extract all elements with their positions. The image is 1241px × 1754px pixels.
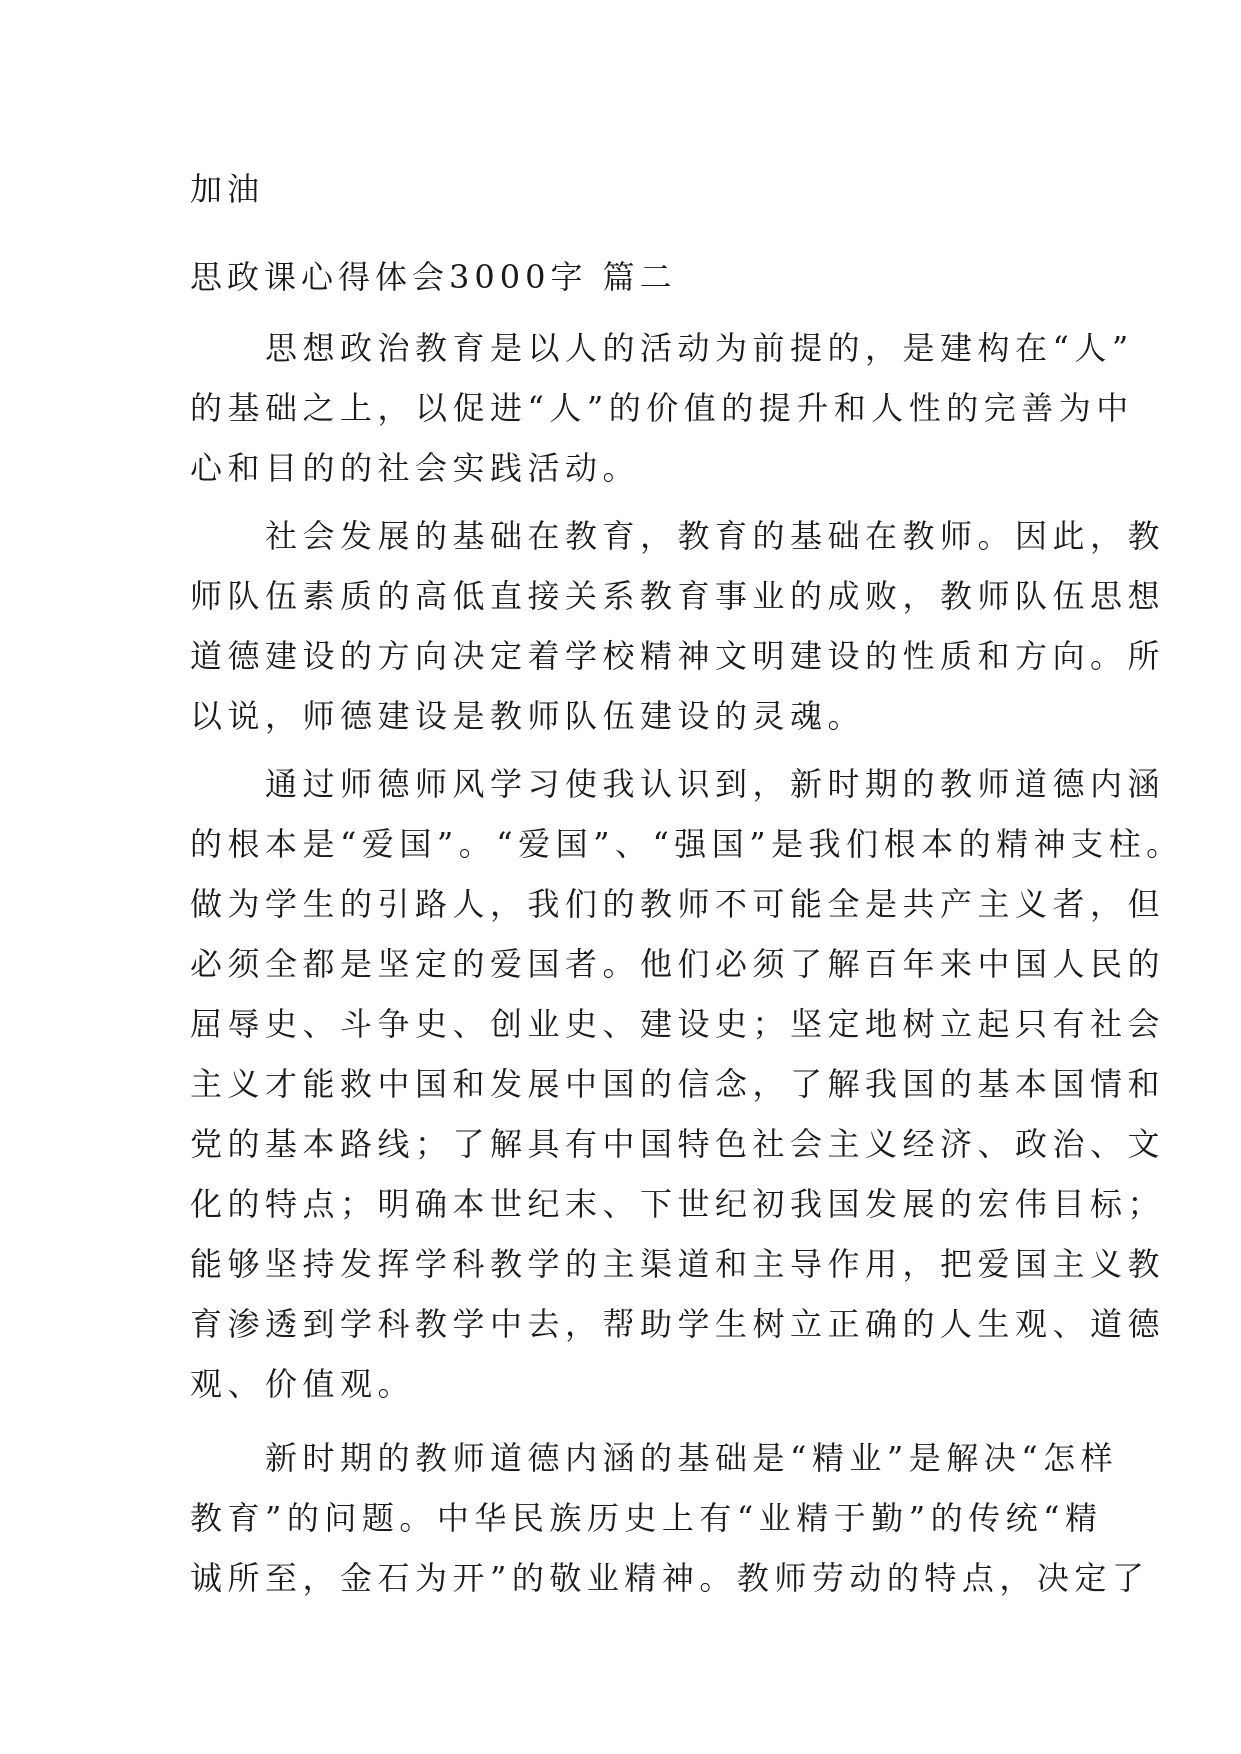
paragraph-line: 诚所至，金石为开”的敬业精神。教师劳动的特点，决定了 (190, 1559, 1150, 1597)
paragraph-line: 心和目的的社会实践活动。 (190, 449, 641, 487)
paragraph-line: 道德建设的方向决定着学校精神文明建设的性质和方向。所 (190, 637, 1166, 675)
paragraph-line: 新时期的教师道德内涵的基础是“精业”是解决“怎样 (190, 1439, 1119, 1477)
paragraph-line: 做为学生的引路人，我们的教师不可能全是共产主义者，但 (190, 885, 1166, 923)
section-heading: 思政课心得体会3000字 篇二 (190, 258, 677, 296)
paragraph-line: 的根本是“爱国”。“爱国”、“强国”是我们根本的精神支柱。 (190, 825, 1184, 863)
paragraph-line: 观、价值观。 (190, 1365, 416, 1403)
paragraph-line: 以说，师德建设是教师队伍建设的灵魂。 (190, 697, 866, 735)
paragraph-line: 能够坚持发挥学科教学的主渠道和主导作用，把爱国主义教 (190, 1245, 1166, 1283)
paragraph-line: 师队伍素质的高低直接关系教育事业的成败，教师队伍思想 (190, 577, 1166, 615)
paragraph-line: 社会发展的基础在教育，教育的基础在教师。因此，教 (190, 517, 1166, 555)
paragraph-2 (190, 506, 1166, 746)
paragraph-1 (190, 318, 1134, 498)
paragraph-line: 必须全都是坚定的爱国者。他们必须了解百年来中国人民的 (190, 945, 1166, 983)
paragraph-4 (190, 1428, 1150, 1608)
paragraph-line: 思想政治教育是以人的活动为前提的，是建构在“人” (190, 329, 1134, 367)
intro-line: 加油 (190, 170, 265, 208)
paragraph-3 (190, 754, 1184, 1414)
paragraph-line: 通过师德师风学习使我认识到，新时期的教师道德内涵 (190, 765, 1166, 803)
paragraph-line: 党的基本路线；了解具有中国特色社会主义经济、政治、文 (190, 1125, 1166, 1163)
paragraph-line: 主义才能救中国和发展中国的信念，了解我国的基本国情和 (190, 1065, 1166, 1103)
paragraph-line: 化的特点；明确本世纪末、下世纪初我国发展的宏伟目标； (190, 1185, 1166, 1223)
paragraph-line: 教育”的问题。中华民族历史上有“业精于勤”的传统“精 (190, 1499, 1103, 1537)
paragraph-line: 的基础之上，以促进“人”的价值的提升和人性的完善为中 (190, 389, 1134, 427)
paragraph-line: 屈辱史、斗争史、创业史、建设史；坚定地树立起只有社会 (190, 1005, 1166, 1043)
paragraph-line: 育渗透到学科教学中去，帮助学生树立正确的人生观、道德 (190, 1305, 1166, 1343)
